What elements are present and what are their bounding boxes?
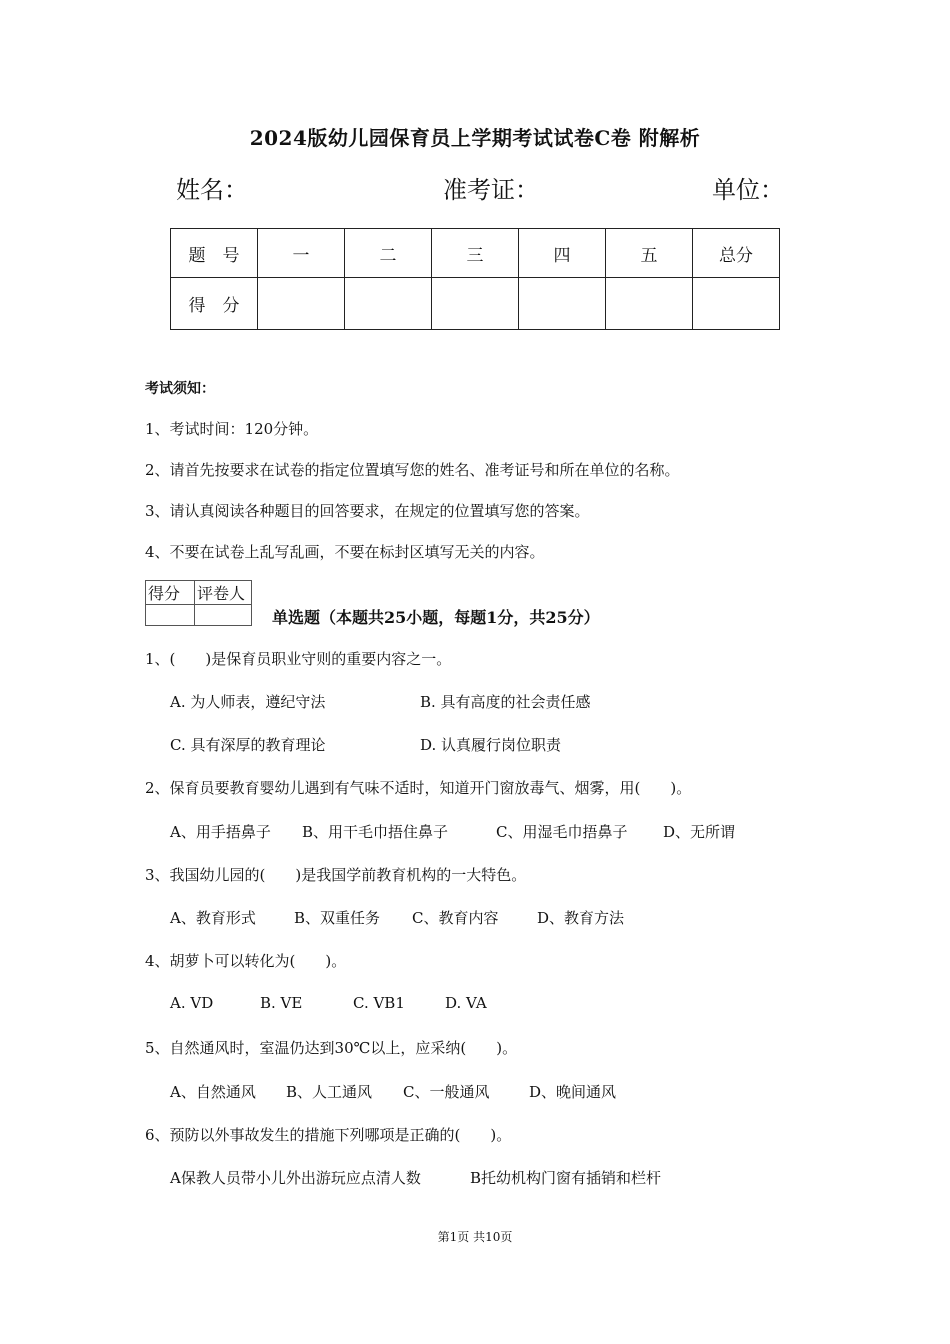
grader-score-cell[interactable] xyxy=(146,605,195,626)
score-table-score-row xyxy=(171,278,780,330)
grader-reviewer-label: 评卷人 xyxy=(195,581,252,605)
question-option: B、用干毛巾捂住鼻子 xyxy=(302,823,449,841)
question-option: A. VD xyxy=(170,994,214,1012)
exam-id-label: 准考证： xyxy=(443,176,539,204)
grader-score-label: 得分 xyxy=(146,581,195,605)
question-option: D、晚间通风 xyxy=(529,1083,617,1101)
score-table-cell: 一 xyxy=(258,229,345,278)
score-input-cell[interactable] xyxy=(345,278,432,330)
score-input-cell[interactable] xyxy=(519,278,606,330)
question-option: B、人工通风 xyxy=(286,1083,373,1101)
question-option: A、教育形式 xyxy=(170,909,256,927)
score-table-header-row xyxy=(171,229,780,278)
question-option: A保教人员带小儿外出游玩应点清人数 xyxy=(170,1169,421,1187)
question-option: B. 具有高度的社会责任感 xyxy=(420,693,591,711)
page-footer: 第1页 共10页 xyxy=(437,1230,513,1244)
question-option: B. VE xyxy=(260,994,303,1012)
notice-item: 1、考试时间：120分钟。 xyxy=(145,420,319,438)
question-stem: 6、预防以外事故发生的措施下列哪项是正确的( )。 xyxy=(145,1126,512,1144)
question-option: A、用手捂鼻子 xyxy=(170,823,271,841)
question-stem: 1、( )是保育员职业守则的重要内容之一。 xyxy=(145,650,452,668)
grader-box xyxy=(145,580,252,626)
question-option: C. 具有深厚的教育理论 xyxy=(170,736,326,754)
score-table-cell: 四 xyxy=(519,229,606,278)
question-option: D、无所谓 xyxy=(663,823,736,841)
notice-item: 2、请首先按要求在试卷的指定位置填写您的姓名、准考证号和所在单位的名称。 xyxy=(145,461,680,479)
question-option: B、双重任务 xyxy=(294,909,381,927)
score-input-cell[interactable] xyxy=(693,278,780,330)
score-table-cell: 二 xyxy=(345,229,432,278)
question-option: C、教育内容 xyxy=(412,909,499,927)
page-title: 2024版幼儿园保育员上学期考试试卷C卷 附解析 xyxy=(249,126,701,150)
unit-label: 单位： xyxy=(712,176,784,204)
score-table-cell: 三 xyxy=(432,229,519,278)
score-table-cell: 题 号 xyxy=(171,229,258,278)
question-stem: 4、胡萝卜可以转化为( )。 xyxy=(145,952,347,970)
question-option: D、教育方法 xyxy=(537,909,625,927)
notice-title: 考试须知： xyxy=(145,381,215,397)
question-option: C、一般通风 xyxy=(403,1083,490,1101)
question-option: D. VA xyxy=(445,994,487,1012)
question-option: A、自然通风 xyxy=(170,1083,256,1101)
score-table-cell: 总分 xyxy=(693,229,780,278)
notice-item: 3、请认真阅读各种题目的回答要求，在规定的位置填写您的答案。 xyxy=(145,502,590,520)
score-table xyxy=(170,228,780,330)
question-option: D. 认真履行岗位职责 xyxy=(420,736,562,754)
score-table-cell: 五 xyxy=(606,229,693,278)
score-input-cell[interactable] xyxy=(606,278,693,330)
question-option: B托幼机构门窗有插销和栏杆 xyxy=(470,1169,662,1187)
question-option: A. 为人师表，遵纪守法 xyxy=(170,693,326,711)
score-input-cell[interactable] xyxy=(258,278,345,330)
question-option: C、用湿毛巾捂鼻子 xyxy=(496,823,628,841)
question-stem: 5、自然通风时，室温仍达到30℃以上，应采纳( )。 xyxy=(145,1039,518,1057)
score-input-cell[interactable] xyxy=(432,278,519,330)
question-stem: 2、保育员要教育婴幼儿遇到有气味不适时，知道开门窗放毒气、烟雾，用( )。 xyxy=(145,779,692,797)
score-table-cell: 得 分 xyxy=(171,278,258,330)
name-label: 姓名： xyxy=(176,176,248,204)
notice-item: 4、不要在试卷上乱写乱画，不要在标封区填写无关的内容。 xyxy=(145,543,545,561)
question-option: C. VB1 xyxy=(353,994,405,1012)
section-title: 单选题（本题共25小题，每题1分，共25分） xyxy=(272,608,600,627)
question-stem: 3、我国幼儿园的( )是我国学前教育机构的一大特色。 xyxy=(145,866,527,884)
grader-reviewer-cell[interactable] xyxy=(195,605,252,626)
